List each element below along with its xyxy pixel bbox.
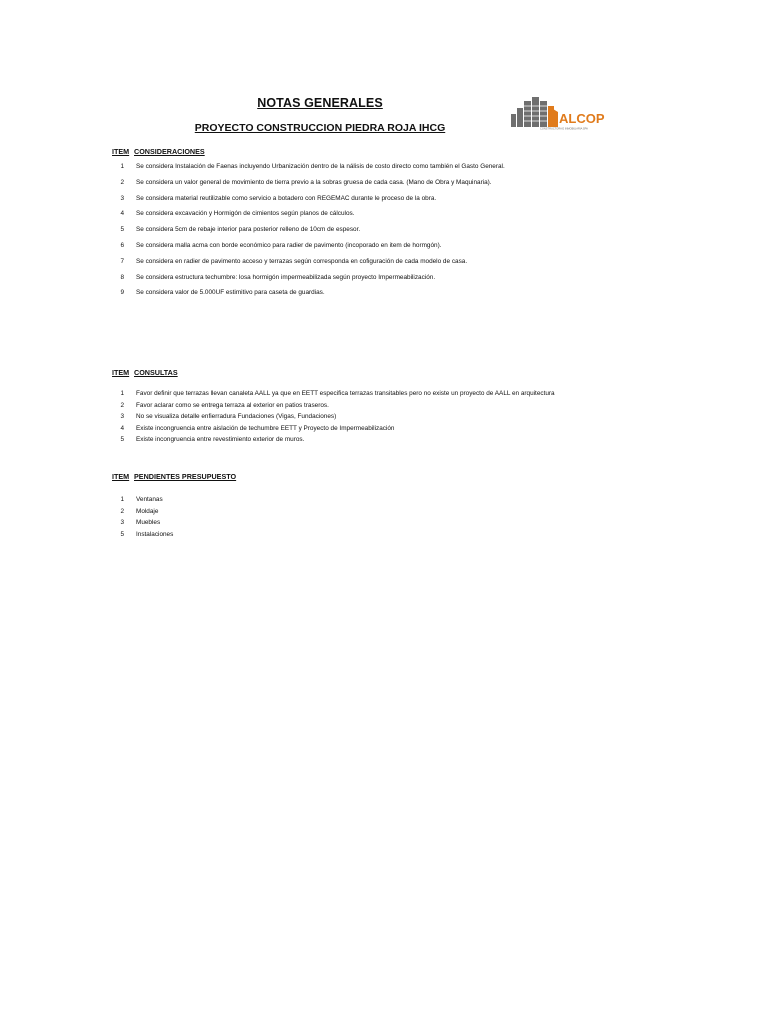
- svg-text:ALCOP: ALCOP: [559, 111, 605, 126]
- item-number: 8: [120, 273, 124, 281]
- item-text: Se considera excavación y Hormigón de cimientos según planos de cálculos.: [136, 210, 355, 218]
- list-item: [112, 270, 712, 286]
- item-number: 1: [120, 496, 124, 503]
- item-text: No se visualiza detalle enfierradura Fundaciones (Vigas, Fundaciones): [136, 413, 337, 420]
- item-text: Favor aclarar como se entrega terraza al exterior en patios traseros.: [136, 401, 329, 409]
- item-number: 2: [120, 507, 124, 515]
- item-number: 3: [120, 194, 124, 202]
- item-text: Se considera valor de 5.000UF estimitivo para caseta de guardias.: [136, 289, 325, 297]
- item-text: Muebles: [136, 519, 161, 526]
- list-item: [112, 285, 712, 301]
- section-consideraciones: [112, 147, 712, 301]
- list-item: [112, 400, 712, 412]
- item-column-label: ITEM: [112, 472, 130, 481]
- section-header: [112, 368, 712, 380]
- item-number: 1: [120, 163, 124, 170]
- list-item: [112, 159, 712, 175]
- item-text: Ventanas: [136, 496, 163, 503]
- item-text: Se considera malla acma con borde económico para radier de pavimento (incoporado en item de hormgón).: [136, 241, 442, 249]
- item-number: 4: [120, 424, 124, 432]
- list-item: [112, 423, 712, 435]
- item-text: Se considera estructura techumbre: losa hormigón impermeabilizada según proyecto Impermeabilización.: [136, 273, 436, 281]
- list-item: [112, 254, 712, 270]
- section-heading: CONSULTAS: [134, 368, 178, 377]
- section-header: [112, 472, 712, 484]
- item-text: Se considera en radier de pavimento acceso y terrazas según corresponda en cofiguración de cada modelo de casa.: [136, 257, 468, 265]
- list-item: [112, 206, 712, 222]
- item-text: Instalaciones: [136, 530, 174, 538]
- list-item: [112, 238, 712, 254]
- item-column-label: ITEM: [112, 147, 130, 156]
- item-text: Existe incongruencia entre revestimiento exterior de muros.: [136, 436, 305, 443]
- section-header: [112, 147, 712, 159]
- item-text: Existe incongruencia entre aislación de techumbre EETT y Proyecto de Impermeabilización: [136, 424, 395, 432]
- item-text: Se considera un valor general de movimiento de tierra previo a la sobras gruesa de cada casa. (Mano de Obra y Maquinaria).: [136, 178, 492, 186]
- item-number: 1: [120, 390, 124, 397]
- item-number: 3: [120, 413, 124, 420]
- item-number: 7: [120, 257, 124, 265]
- item-text: Moldaje: [136, 507, 159, 515]
- section-consultas: [112, 368, 712, 446]
- item-column-label: ITEM: [112, 368, 130, 377]
- page-title: NOTAS GENERALES: [257, 96, 383, 110]
- item-number: 5: [120, 436, 124, 443]
- item-number: 9: [120, 289, 124, 297]
- list-item: [112, 517, 712, 529]
- list-item: [112, 434, 712, 446]
- item-number: 5: [120, 226, 124, 234]
- section-pendientes-presupuesto: [112, 472, 712, 540]
- item-text: Se considera 5cm de rebaje interior para posterior relleno de 10cm de espesor.: [136, 226, 361, 234]
- item-number: 3: [120, 519, 124, 526]
- item-number: 4: [120, 210, 124, 218]
- alcop-logo: [510, 96, 622, 132]
- item-text: Favor definir que terrazas llevan canaleta AALL ya que en EETT especifica terrazas transitables pero no existe un proyecto de AALL en arquitectura: [136, 390, 555, 397]
- list-item: [112, 175, 712, 191]
- item-text: Se considera material reutilizable como servicio a botadero con REGEMAC durante le proceso de la obra.: [136, 194, 437, 202]
- item-number: 6: [120, 241, 124, 249]
- list-item: [112, 506, 712, 518]
- item-text: Se considera Instalación de Faenas incluyendo Urbanización dentro de la nálisis de costo directo como también el Gasto General.: [136, 163, 505, 170]
- list-item: [112, 191, 712, 207]
- list-item: [112, 411, 712, 423]
- section-heading: PENDIENTES PRESUPUESTO: [134, 472, 237, 481]
- item-number: 2: [120, 401, 124, 409]
- svg-text:CONSTRUCTORA E INMOBILIARIA SP: CONSTRUCTORA E INMOBILIARIA SPA: [540, 127, 588, 131]
- page-subtitle: PROYECTO CONSTRUCCION PIEDRA ROJA IHCG: [194, 122, 446, 134]
- list-item: [112, 222, 712, 238]
- list-item: [112, 494, 712, 506]
- item-number: 2: [120, 178, 124, 186]
- section-heading: CONSIDERACIONES: [134, 147, 205, 156]
- list-item: [112, 529, 712, 541]
- item-number: 5: [120, 530, 124, 538]
- list-item: [112, 388, 712, 400]
